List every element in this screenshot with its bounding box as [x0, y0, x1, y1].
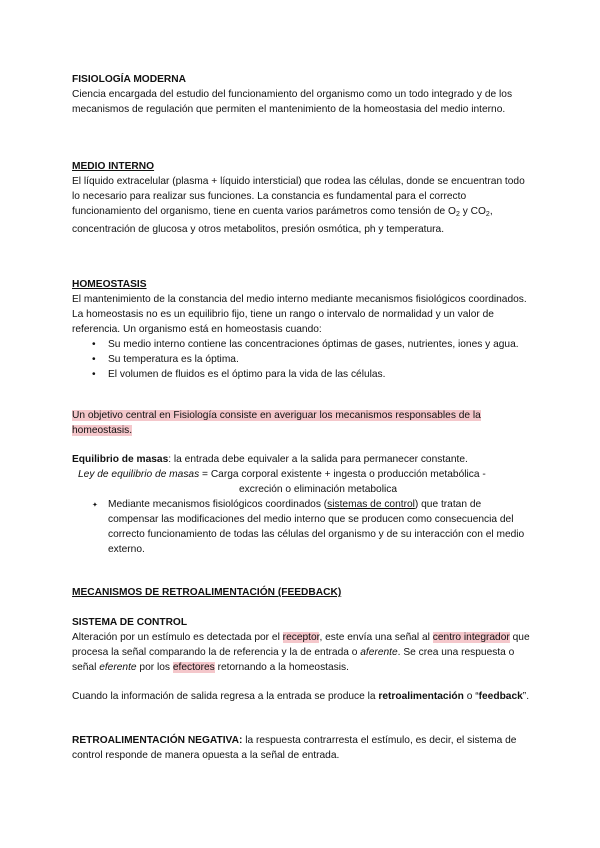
- text-run: . Se crea una respuesta o señal: [72, 647, 515, 673]
- heading-homeostasis: HOMEOSTASIS: [72, 279, 147, 290]
- control-systems-list: [72, 497, 532, 557]
- text-run: : la entrada debe equivaler a la salida para permanecer constante.: [168, 454, 468, 465]
- section-fisiologia-moderna: [72, 72, 532, 117]
- highlighted-text: efectores: [172, 662, 215, 673]
- law-equation: [72, 467, 532, 482]
- section-sistema-control: [72, 615, 532, 675]
- bold-term: retroalimentación: [378, 691, 464, 702]
- text-run: por los: [136, 662, 173, 673]
- heading-medio-interno: MEDIO INTERNO: [72, 161, 155, 172]
- highlighted-note: [72, 408, 532, 438]
- section-homeostasis: [72, 277, 532, 382]
- homeostasis-conditions-list: [72, 337, 532, 382]
- paragraph-equilibrio: [72, 452, 532, 467]
- paragraph-medio-interno: [72, 174, 532, 237]
- paragraph-feedback: [72, 689, 532, 704]
- law-equation-continued: excreción o eliminación metabolica: [239, 484, 397, 495]
- paragraph-fisiologia-moderna: Ciencia encargada del estudio del funcionamiento del organismo como un todo integrado y de los mecanismos de regulación que permiten el mantenimiento de la homeostasia del medio interno.: [72, 89, 513, 115]
- section-equilibrio-masas: [72, 452, 532, 557]
- text-run: o “: [463, 691, 479, 702]
- underlined-term: sistemas de control: [327, 499, 415, 510]
- paragraph-retro-negativa: [72, 733, 532, 763]
- text-run: , concentración de glucosa y otros metabolitos, presión osmótica, ph y temperatura.: [72, 206, 493, 235]
- highlighted-text: centro integrador: [432, 632, 510, 643]
- section-retroalimentacion: [72, 585, 532, 600]
- law-label: Ley de equilibrio de masas: [78, 469, 200, 480]
- heading-sistema-control: SISTEMA DE CONTROL: [72, 617, 188, 628]
- list-item: • Su temperatura es la óptima.: [92, 352, 532, 367]
- text-run: la respuesta contrarresta el estímulo, es decir, el sistema de control responde de manera opuesta a la señal de entrada.: [72, 735, 517, 761]
- paragraph-sistema-control: [72, 630, 532, 675]
- highlighted-text: receptor: [282, 632, 320, 643]
- text-run: que procesa la señal comparando la de referencia y la de entrada o: [72, 632, 530, 658]
- list-item: [92, 497, 532, 557]
- text-run: Mediante mecanismos fisiológicos coordinados (: [108, 499, 328, 510]
- bold-term: feedback: [478, 691, 523, 702]
- term-equilibrio: Equilibrio de masas: [72, 454, 169, 465]
- text-run: y CO: [459, 206, 486, 217]
- list-item: • Su medio interno contiene las concentraciones óptimas de gases, nutrientes, iones y agua.: [92, 337, 532, 352]
- text-run: Alteración por un estímulo es detectada por el: [72, 632, 283, 643]
- italic-term: aferente: [360, 647, 398, 658]
- text-run: El líquido extracelular (plasma + líquido intersticial) que rodea las células, donde se encuentran todo lo necesario para realizar sus funciones. La constancia es fundamental para el correcto funcionamiento del organismo, tiene en cuenta varios parámetros como tensión de O: [72, 176, 525, 217]
- heading-fisiologia-moderna: FISIOLOGÍA MODERNA: [72, 74, 186, 85]
- text-run: retornando a la homeostasis.: [214, 662, 349, 673]
- text-run: = Carga corporal existente + ingesta o producción metabólica -: [199, 469, 486, 480]
- term-retro-negativa: RETROALIMENTACIÓN NEGATIVA:: [72, 735, 243, 746]
- subscript: 2: [455, 211, 460, 218]
- highlighted-text: Un objetivo central en Fisiología consiste en averiguar los mecanismos responsables de la homeostasis.: [72, 410, 481, 436]
- list-item: • El volumen de fluidos es el óptimo para la vida de las células.: [92, 367, 532, 382]
- paragraph-homeostasis: El mantenimiento de la constancia del medio interno mediante mecanismos fisiológicos coordinados. La homeostasis no es un equilibrio fijo, tiene un rango o intervalo de normalidad y un valor de referencia. Un organismo está en homeostasis cuando:: [72, 294, 527, 335]
- text-run: ) que tratan de compensar las modificaciones del medio interno que se producen como consecuencia del correcto funcionamiento de todas las células del organismo y de su interacción con el medio externo.: [108, 499, 525, 555]
- text-run: Cuando la información de salida regresa a la entrada se produce la: [72, 691, 379, 702]
- heading-retroalimentacion: MECANISMOS DE RETROALIMENTACIÓN (FEEDBACK): [72, 587, 342, 598]
- subscript: 2: [485, 211, 490, 218]
- text-run: , este envía una señal al: [319, 632, 433, 643]
- text-run: ”.: [522, 691, 530, 702]
- section-medio-interno: [72, 159, 532, 237]
- italic-term: eferente: [99, 662, 137, 673]
